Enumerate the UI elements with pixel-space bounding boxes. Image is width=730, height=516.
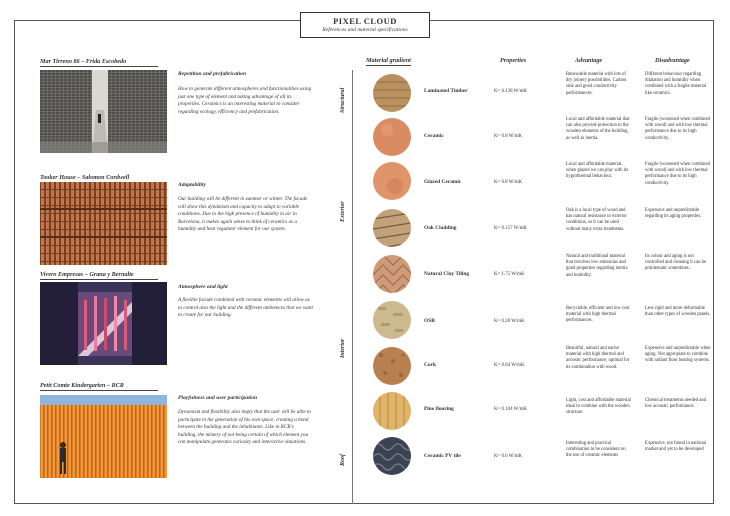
material-name-4: Oak Cladding <box>424 225 457 231</box>
material-name-6: OSB <box>424 318 435 324</box>
swatch-cork <box>373 347 411 385</box>
material-adv-1: Renewable material with lots of dry joinery possibilities. Carbon sink and good conductivity performances. <box>566 72 627 96</box>
swatch-pine-flooring <box>373 392 411 430</box>
material-prop-2: K= 0.8 W/mK <box>494 134 523 139</box>
material-dis-8: Chemical treatments needed and low acoustic performance. <box>645 398 707 410</box>
case-heading-2: Adaptability <box>178 182 206 188</box>
col-header-advantage: Advantage <box>575 57 603 64</box>
zone-structural: Structural <box>340 87 346 113</box>
swatch-oak-cladding <box>373 209 411 247</box>
case-heading-4: Playfulness and user participation <box>178 395 258 401</box>
zone-divider <box>352 70 353 504</box>
material-prop-1: K= 0.138 W/mK <box>494 89 527 94</box>
material-name-9: Ceramic PV tile <box>424 453 461 459</box>
page-title: PIXEL CLOUD <box>333 16 397 26</box>
material-adv-7: Beautiful, natural and native material with high thermal and acoustic performance, optimal for its combination with wood. <box>566 346 630 370</box>
material-name-2: Ceramic <box>424 133 444 139</box>
swatch-fill <box>373 392 411 430</box>
col-header-material: Material gradient <box>366 57 411 64</box>
material-dis-2: Fragile (worsened when combined with wood) and with low thermal performance due to its high conductivity. <box>645 117 710 141</box>
material-prop-4: K= 0.157 W/mK <box>494 226 527 231</box>
material-name-8: Pine flooring <box>424 406 454 412</box>
material-name-1: Laminated Timber <box>424 88 468 94</box>
material-prop-3: K= 0.8 W/mK <box>494 180 523 185</box>
swatch-ceramic-pv-tile <box>373 437 411 475</box>
material-adv-8: Light, cost and affordable material ideal to combine with the wooden structure. <box>566 398 631 416</box>
material-dis-1: Different behaviour regarding dilatation and humidity when combined with a fragile material like ceramics. <box>645 72 707 96</box>
swatch-ceramic <box>373 118 411 156</box>
col-header-properties: Properties <box>500 57 527 64</box>
title-box <box>300 12 430 38</box>
swatch-laminated-timber <box>373 74 411 112</box>
swatch-glazed-ceramic <box>373 162 411 200</box>
case-heading-3: Atmosphere and light <box>178 284 228 290</box>
material-name-5: Natural Clay Tiling <box>424 271 470 277</box>
material-dis-7: Expensive and unpredictable when aging. Not appropiate to combine with radiant floor heating systems. <box>645 346 711 364</box>
case-text-2: Our building will be different in summer or winter. The facade will show this dynamism and capacity to adapt to variable conditions. Due to the high presence of humidity in air in Barcelona, it makes again sense to think of ceramics as a humidity and heat regulator element for our system. <box>178 196 308 233</box>
material-prop-8: K= 0.104 W/mK <box>494 407 527 412</box>
swatch-fill <box>373 118 411 156</box>
material-adv-3: Local and affordable material, when glazed we can play with its hygrothermal behaviour. <box>566 162 629 180</box>
material-dis-3: Fragile (worsened when combined with wood) and with low thermal performance due to its high conductivity. <box>645 162 710 186</box>
case-photo-4 <box>40 395 167 478</box>
case-title-4: Petit Comte Kindergarten – RCR <box>40 382 158 391</box>
zone-roof: Roof <box>340 454 346 466</box>
zone-exterior: Exterior <box>340 201 346 222</box>
zone-interior: Interior <box>340 338 346 358</box>
case-photo-1 <box>40 70 167 153</box>
material-dis-9: Expensive, not found in national market and yet to be developed <box>645 441 707 453</box>
material-adv-9: Interesting and practical combination to be consistent on the use of ceramic elements <box>566 441 626 459</box>
material-prop-6: K= 0.28 W/mK <box>494 319 525 324</box>
material-prop-7: K= 0.04 W/mK <box>494 363 525 368</box>
material-prop-5: K= 1.75 W/mK <box>494 272 525 277</box>
material-name-3: Glazed Ceramic <box>424 179 462 185</box>
case-title-3: Vivero Empresas – Grana y Bernalte <box>40 271 158 280</box>
swatch-fill <box>373 301 411 339</box>
swatch-fill <box>373 347 411 385</box>
material-adv-5: Natural and traditional material that involves low emissions and good properties regarding inertia and humidity. <box>566 254 628 278</box>
material-prop-9: K= 0.6 W/mK <box>494 454 523 459</box>
case-heading-1: Repetition and prefabrication <box>178 71 247 77</box>
case-photo-3 <box>40 282 167 365</box>
material-dis-4: Expensive and unpredictable regarding its aging properties. <box>645 208 702 220</box>
swatch-osb <box>373 301 411 339</box>
material-adv-2: Local and affordable material that can also provide protection to the wooden elements of the building, as well as inertia. <box>566 117 630 141</box>
material-name-7: Cork <box>424 362 436 368</box>
swatch-natural-clay-tiling <box>373 255 411 293</box>
case-text-3: A flexible facade combined with ceramic elements will allow us to control also the light and the different ambiences that we want to create for our building. <box>178 297 313 319</box>
material-adv-6: Recyclable, efficient and low cost material with high thermal performances. <box>566 306 630 324</box>
case-text-4: Dynamism and flexibility also imply that the user will be able to participate in the generation of his own space, creating a bond between the building and the inhabitants. Like in RCR's building, the mistery of not being certain of which element you can manipulate generates curiosity and interactive situations. <box>178 409 311 446</box>
material-dis-5: Its colour and aging is not controlled and cleaning it can be problematic sometimes. <box>645 254 707 272</box>
case-text-1: How to generate different atmospheres and functionalities using just one type of element and taking advantage of all its properties. Ceramics is an interesting material to consider regarding ecology, efficiency and prefabrication. <box>178 86 312 115</box>
page-subtitle: References and material specifications <box>322 27 408 33</box>
case-title-1: Mar Tirreno 86 – Frida Escobedo <box>40 58 158 67</box>
material-adv-4: Oak is a local type of wood and has natural resistance to exterior conditions, so it can be used without many extra treatments. <box>566 208 627 232</box>
case-photo-2 <box>40 182 167 265</box>
case-title-2: Tooker House – Salomon Cordwell <box>40 174 158 183</box>
material-dis-6: Less rigid and more deformable than other types of wooden panels. <box>645 306 711 318</box>
col-header-disadvantage: Disadvantage <box>655 57 690 64</box>
